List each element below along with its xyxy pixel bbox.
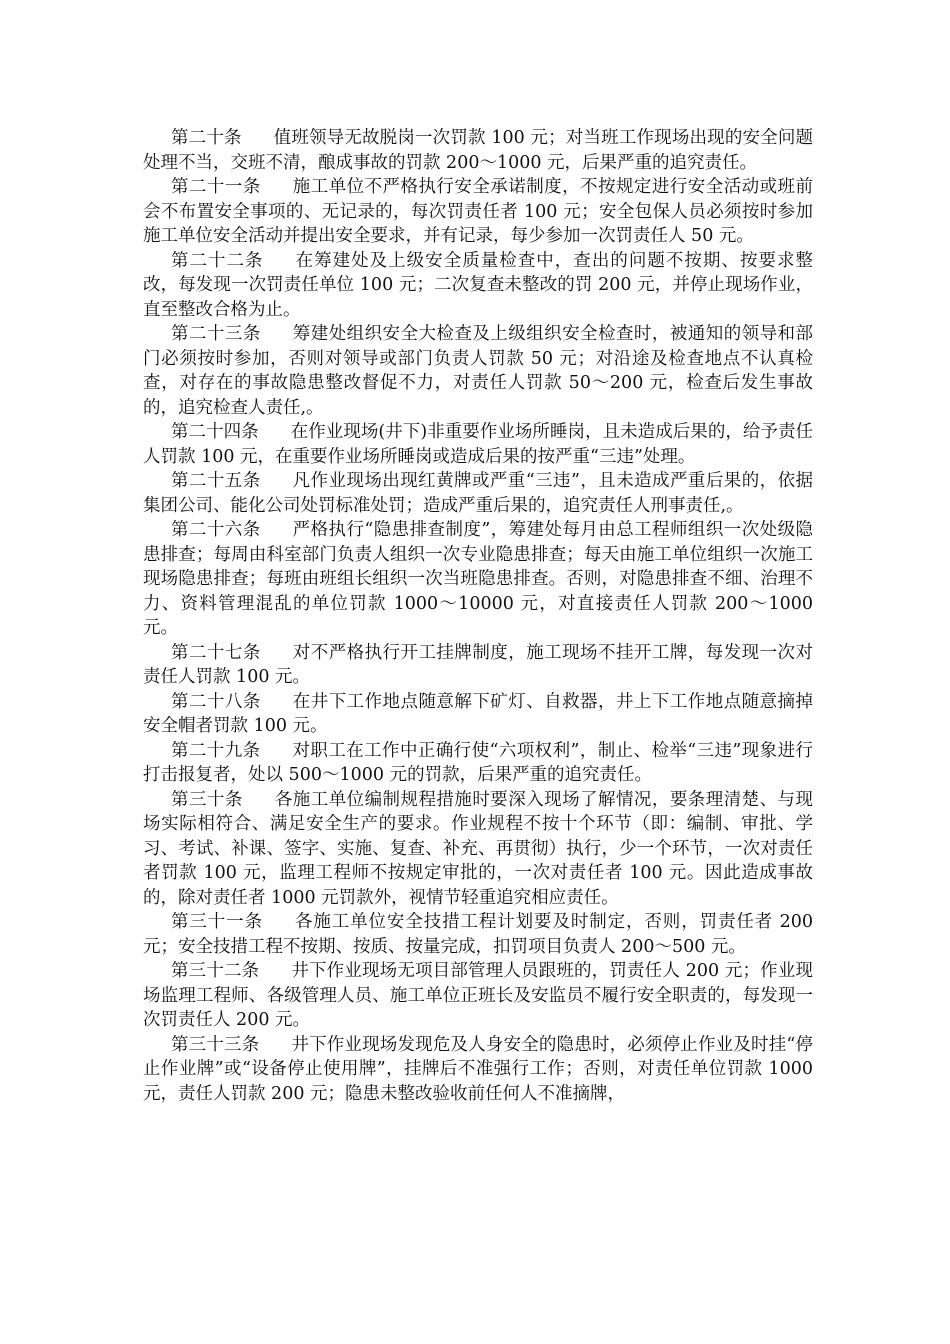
- article-text: 在井下工作地点随意解下矿灯、自救器，井上下工作地点随意摘掉安全帽者罚款 100 元。: [143, 691, 814, 736]
- article-number: 第二十八条: [171, 691, 261, 712]
- article-text: 各施工单位编制规程措施时要深入现场了解情况，要条理清楚、与现场实际相符合、满足安全生产的要求。作业规程不按十个环节（即：编制、审批、学习、考试、补课、签字、实施、复查、补充、再贯彻）执行，少一个环节，一次对责任者罚款 100 元，监理工程师不按规定审批的，一次对责任者 100 元。因此造成事故的，除对责任者 1000 元罚款外，视情节轻重追究相应责任。: [143, 789, 814, 908]
- article-32: [143, 959, 813, 1033]
- article-text: 井下作业现场发现危及人身安全的隐患时，必须停止作业及时挂“停止作业牌”或“设备停止使用牌”，挂牌后不准强行工作；否则，对责任单位罚款 1000 元，责任人罚款 200 元；隐患未整改验收前任何人不准摘牌，: [143, 1034, 813, 1104]
- article-number: 第三十条: [171, 789, 243, 810]
- article-number: 第二十五条: [171, 471, 261, 491]
- article-number: 第二十四条: [171, 422, 259, 442]
- document-body: [143, 126, 813, 1106]
- article-28: [143, 690, 813, 739]
- article-number: 第二十六条: [171, 520, 261, 540]
- article-text: 凡作业现场出现红黄牌或严重“三违”，且未造成严重后果的，依据集团公司、能化公司处罚标准处罚；造成严重后果的，追究责任人刑事责任,。: [143, 471, 813, 516]
- article-31: [143, 910, 813, 959]
- article-number: 第二十七条: [171, 642, 261, 663]
- article-text: 各施工单位安全技措工程计划要及时制定，否则，罚责任者 200 元；安全技措工程不按期、按质、按量完成，扣罚项目负责人 200～500 元。: [143, 912, 814, 957]
- article-number: 第二十三条: [171, 324, 261, 344]
- article-number: 第二十一条: [171, 177, 261, 197]
- article-text: 筹建处组织安全大检查及上级组织安全检查时，被通知的领导和部门必须按时参加，否则对领导或部门负责人罚款 50 元；对沿途及检查地点不认真检查，对存在的事故隐患整改督促不力，对责任人罚款 50～200 元，检查后发生事故的，追究检查人责任,。: [143, 324, 814, 418]
- article-23: [143, 322, 813, 420]
- article-text: 对不严格执行开工挂牌制度，施工现场不挂开工牌，每发现一次对责任人罚款 100 元。: [143, 642, 814, 687]
- article-text: 严格执行“隐患排查制度”，筹建处每月由总工程师组织一次处级隐患排查；每周由科室部门负责人组织一次专业隐患排查；每天由施工单位组织一次施工现场隐患排查；每班由班组长组织一次当班隐患排查。否则，对隐患排查不细、治理不力、资料管理混乱的单位罚款 1000～10000 元，对直接责任人罚款 200～1000 元。: [143, 520, 813, 638]
- article-text: 井下作业现场无项目部管理人员跟班的，罚责任人 200 元；作业现场监理工程师、各级管理人员、施工单位正班长及安监员不履行安全职责的，每发现一次罚责任人 200 元。: [143, 961, 814, 1030]
- article-text: 对职工在工作中正确行使“六项权利”，制止、检举“三违”现象进行打击报复者，处以 500～1000 元的罚款，后果严重的追究责任。: [143, 740, 813, 785]
- article-24: [143, 420, 813, 469]
- article-number: 第二十九条: [171, 740, 261, 761]
- article-text: 在作业现场(井下)非重要作业场所睡岗，且未造成后果的，给予责任人罚款 100 元，在重要作业场所睡岗或造成后果的按严重“三违”处理。: [143, 422, 814, 467]
- article-number: 第三十三条: [171, 1034, 260, 1055]
- article-number: 第二十条: [171, 128, 242, 148]
- article-number: 第三十一条: [171, 912, 263, 932]
- article-number: 第二十二条: [171, 250, 264, 271]
- article-26: [143, 518, 813, 641]
- article-29: [143, 739, 813, 788]
- article-27: [143, 641, 813, 690]
- article-25: [143, 469, 813, 518]
- article-20: [143, 126, 813, 175]
- article-number: 第三十二条: [171, 961, 260, 981]
- article-21: [143, 175, 813, 249]
- article-text: 施工单位不严格执行安全承诺制度，不按规定进行安全活动或班前会不布置安全事项的、无记录的，每次罚责任者 100 元；安全包保人员必须按时参加施工单位安全活动并提出安全要求，并有记录，每少参加一次罚责任人 50 元。: [143, 177, 814, 246]
- article-30: [143, 788, 813, 911]
- article-text: 值班领导无故脱岗一次罚款 100 元；对当班工作现场出现的安全问题处理不当，交班不清，酿成事故的罚款 200～1000 元，后果严重的追究责任。: [143, 128, 814, 173]
- article-text: 在筹建处及上级安全质量检查中，查出的问题不按期、按要求整改，每发现一次罚责任单位 100 元；二次复查未整改的罚 200 元，并停止现场作业，直至整改合格为止。: [143, 250, 813, 320]
- article-33: [143, 1033, 813, 1107]
- article-22: [143, 249, 813, 323]
